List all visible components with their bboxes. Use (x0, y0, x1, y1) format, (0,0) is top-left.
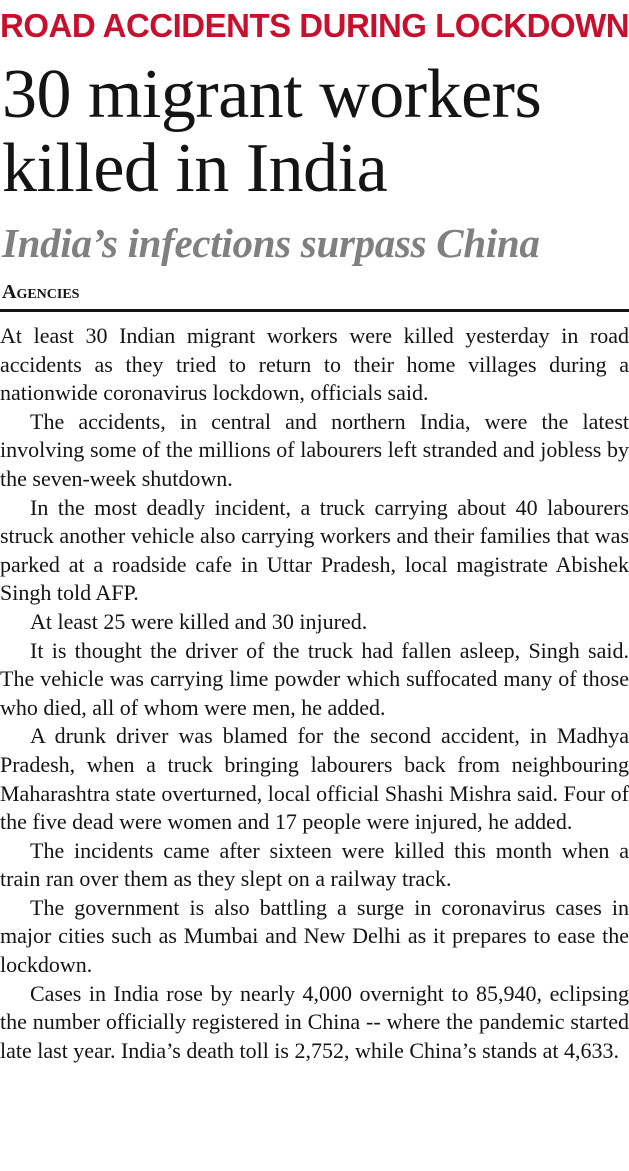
paragraph: In the most deadly incident, a truck carrying about 40 labourers struck another vehicle also carrying workers and their families that was parked at a roadside cafe in Uttar Pradesh, local magistrate Abishek Singh told AFP. (0, 494, 629, 606)
headline-line-1: 30 migrant workers (2, 56, 542, 133)
headline-line-2: killed in India (2, 130, 388, 207)
subheadline: India’s infections surpass China (2, 220, 540, 266)
paragraph: At least 30 Indian migrant workers were killed yesterday in road accidents as they tried to return to their home villages during a nationwide coronavirus lockdown, officials said. (0, 323, 629, 406)
paragraph: Cases in India rose by nearly 4,000 overnight to 85,940, eclipsing the number officially registered in China -- where the pandemic started late last year. India’s death toll is 2,752, while China’s stands at 4,633. (0, 980, 629, 1063)
paragraph: A drunk driver was blamed for the second accident, in Madhya Pradesh, when a truck bringing labourers back from neighbouring Maharashtra state overturned, local official Shashi Mishra said. Four of the five dead were women and 17 people were injured, he added. (0, 723, 629, 835)
article-body (0, 322, 629, 1065)
kicker-label: ROAD ACCIDENTS DURING LOCKDOWN (0, 7, 629, 44)
paragraph: The incidents came after sixteen were killed this month when a train ran over them as they slept on a railway track. (0, 837, 629, 892)
byline: Agencies (2, 281, 80, 303)
paragraph: At least 25 were killed and 30 injured. (30, 608, 368, 634)
divider-rule (0, 309, 629, 312)
paragraph: The government is also battling a surge in coronavirus cases in major cities such as Mumbai and New Delhi as it prepares to ease the lockdown. (0, 894, 629, 978)
paragraph: It is thought the driver of the truck had fallen asleep, Singh said. The vehicle was carrying lime powder which suffocated many of those who died, all of whom were men, he added. (0, 637, 629, 720)
paragraph: The accidents, in central and northern India, were the latest involving some of the millions of labourers left stranded and jobless by the seven-week shutdown. (0, 408, 629, 491)
headline (2, 58, 629, 206)
